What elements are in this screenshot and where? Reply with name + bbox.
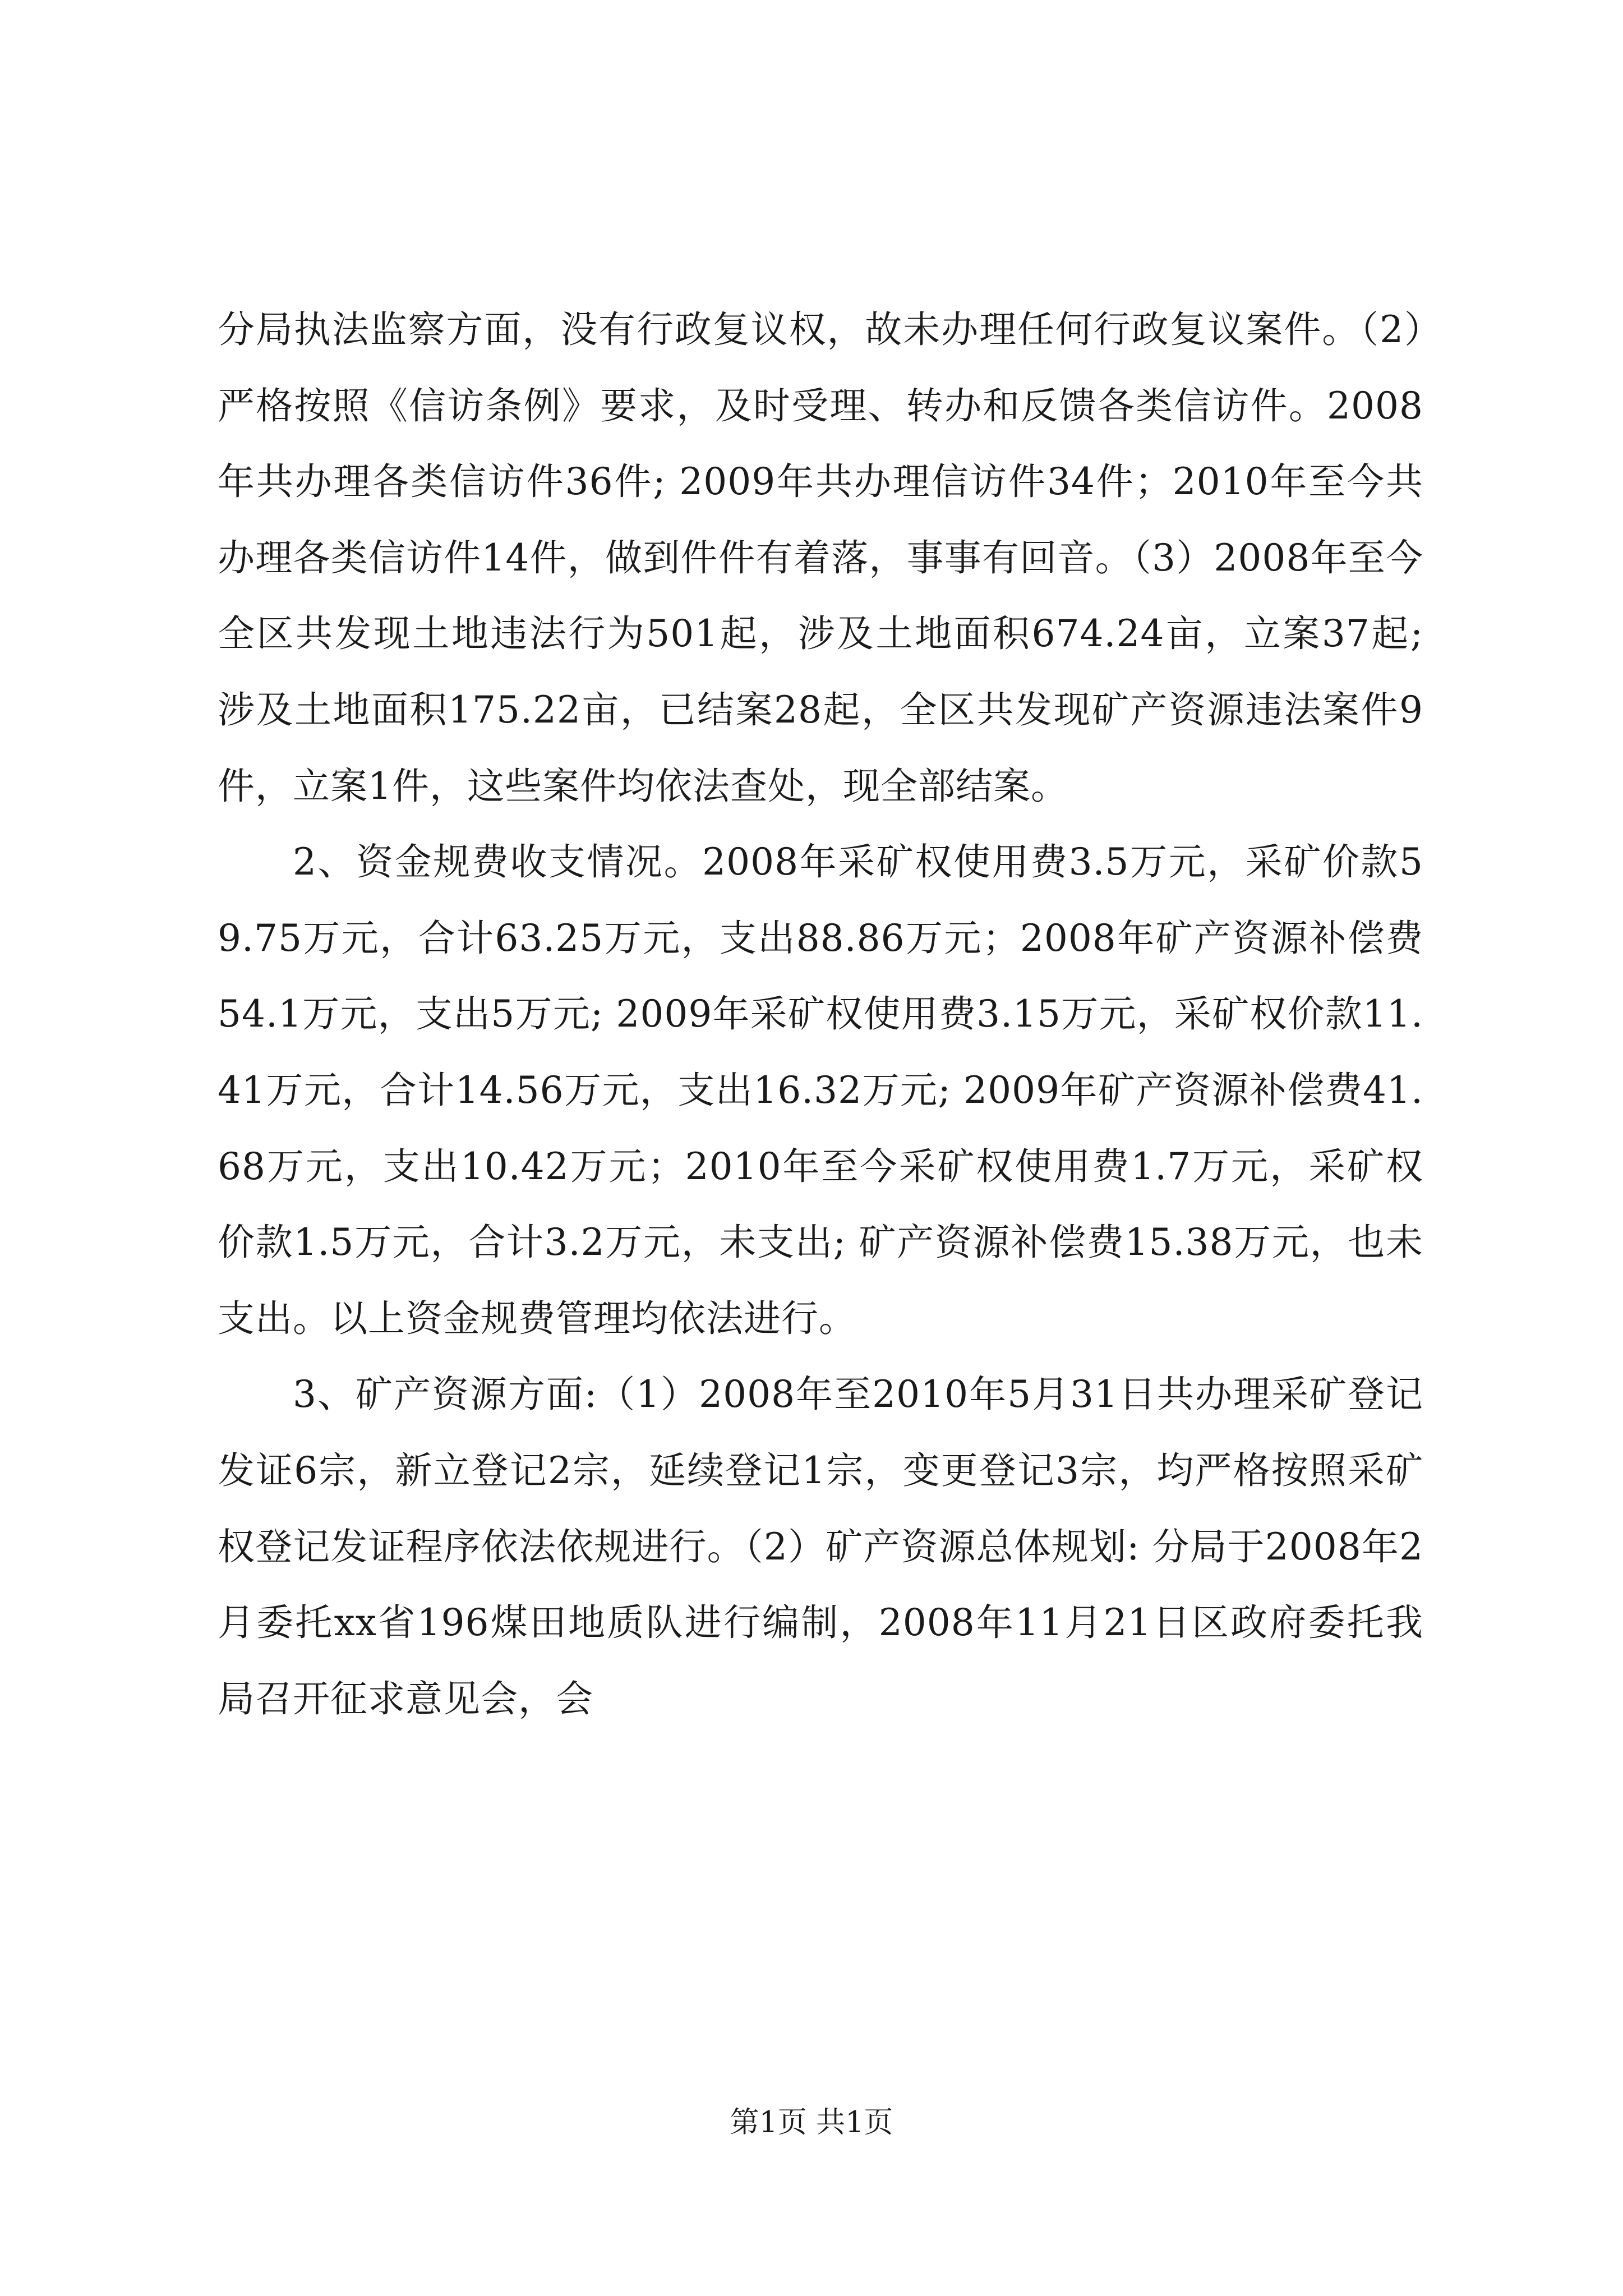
document-body: [218, 292, 1423, 1737]
page-number-footer: 第1页 共1页: [730, 2106, 893, 2139]
paragraph-mineral-resources: 3、矿产资源方面:（1）2008年至2010年5月31日共办理采矿登记发证6宗，新立登记2宗，延续登记1宗，变更登记3宗，均严格按照采矿权登记发证程序依法依规进行。（2）矿产资源总体规划: 分局于2008年2月委托xx省196煤田地质队进行编制，2008年11月21日区政府委托我局召开征求意见会，会: [218, 1373, 1423, 1720]
paragraph-petitions: 分局执法监察方面，没有行政复议权，故未办理任何行政复议案件。（2）严格按照《信访条例》要求，及时受理、转办和反馈各类信访件。2008年共办理各类信访件36件; 2009年共办理信访件34件；2010年至今共办理各类信访件14件，做到件件有着落，事事有回音。（3）2008年至今全区共发现土地违法行为501起，涉及土地面积674.24亩，立案37起; 涉及土地面积175.22亩，已结案28起，全区共发现矿产资源违法案件9件，立案1件，这些案件均依法查处，现全部结案。: [218, 308, 1423, 808]
paragraph-funds-fees: 2、资金规费收支情况。2008年采矿权使用费3.5万元，采矿价款59.75万元，合计63.25万元，支出88.86万元；2008年矿产资源补偿费54.1万元，支出5万元; 2009年采矿权使用费3.15万元，采矿权价款11.41万元，合计14.56万元，支出16.32万元; 2009年矿产资源补偿费41.68万元，支出10.42万元；2010年至今采矿权使用费1.7万元，采矿权价款1.5万元，合计3.2万元，未支出; 矿产资源补偿费15.38万元，也未支出。以上资金规费管理均依法进行。: [218, 840, 1423, 1340]
